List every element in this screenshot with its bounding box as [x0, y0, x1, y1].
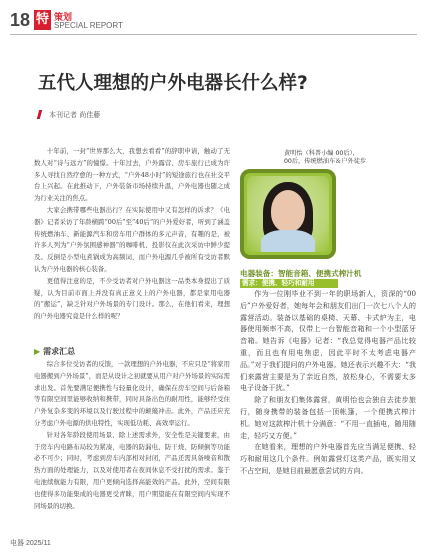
- caption-line: 黄明怡（科普小编 00后），: [284, 150, 359, 157]
- intro-paragraph: 更值得注意的是，不少受访者对户外电器这一品类本身提出了质疑，认为目前市面上并没有真正意义上的户外电器，都是家用电器的“搬运”，缺乏针对户外场景的专门设计。那么，在他们看来，理想的户外电器究竟是什么样的呢？: [34, 276, 230, 321]
- section-heading: [34, 346, 75, 357]
- byline-mark: [37, 110, 42, 119]
- column-name-en: SPECIAL REPORT: [54, 21, 123, 30]
- section-paragraph: 综合多位受访者的反馈，一款理想的户外电器，不应只是“将家用电器搬到户外场景”，而是从设计之初就要从用户对户外场景的实际需求出发。首先要满足便携性与轻量化设计，确保在房车空间与后备箱等有限空间里能够收纳和携带，同时具备出色的耐用性，能够经受住户外复杂多变的环境以及行驶过程中的颠簸冲击。此外，产品还应充分考虑户外电源的供电特性，实现低功耗、高效率运行。: [34, 360, 230, 427]
- page-header: [10, 8, 417, 35]
- pin-icon: ▶: [34, 347, 41, 356]
- section-paragraph: 针对各年龄段使用场景、除上述需求外，安全性是关键要素，由于房车内电路布局较为紧凑，电器的防漏电、防干烧、防倾倒等功能必不可少；同时，考虑到房车内部相对封闭，产品还需具备噪音和散热方面的处理能力，以及对使用者在夜间休息不受打扰的需求。鉴于电池续航能力有限，用户更倾向选择高能效的产品。此外，空间有限也使得多功能集成的电器更受青睐，用户期望能在有限空间内实现不同场景的切换。: [34, 430, 230, 510]
- shirt-shape: [261, 230, 315, 252]
- face-shape: [271, 190, 305, 232]
- column-badge: 特: [34, 10, 51, 30]
- requirement-tag: 需求：便携、轻巧和耐用: [240, 279, 338, 288]
- article-title: 五代人理想的户外电器长什么样?: [38, 73, 308, 94]
- right-paragraph: 除了和朋友们集体露营，黄明怡也会独自去徒步旅行，随身携带的装备包括一顶帐篷，一个便携式榨汁机。她对这款榨汁机十分满意：“不用一直插电，随用随走，轻巧又方便。”: [240, 395, 416, 440]
- page-number: 18: [10, 10, 31, 30]
- section-heading-text: 需求汇总: [43, 347, 76, 356]
- intro-paragraph: 大家会携带哪些电器出行？在实际使用中又有怎样的诉求？《电器》记者采访了年龄横跨“00后”至“40后”的户外爱好者，听到了涵盖传统燃油车、新能源汽车和房车用户群体的多元声音，有趣的是，被许多人列为“户外氛围感神器”的咖啡机、投影仪在此次采访中鲜少提及。反倒是小型电煮锅成为高频词，而户外电源几乎被所有受访者默认为户外电器的核心装备。: [34, 205, 230, 273]
- caption-line: 00后，传统燃油车＆户外徒步: [284, 158, 367, 166]
- intro-text: [34, 146, 230, 323]
- intro-paragraph: 十年前，一封“世界那么大，我想去看看”的辞职申请，触动了无数人对“诗与远方”的憧憬。十年过去，户外露营、房车旅行已成为许多人寻找自然疗愈的一种方式，“户外48小时”的短途旅行也在社交平台上兴起。在此推动下，户外装备市场持续升温，户外电器也随之成为行业关注的焦点。: [34, 147, 230, 203]
- author-text: 本刊记者 尚佳藤: [49, 111, 101, 119]
- column-name: 策划: [54, 13, 73, 23]
- interviewee-caption: [284, 150, 366, 167]
- right-paragraph: 作为一位刚毕业不到一年的职场新人，资深的“00后”户外爱好者，她每年会和朋友们出门一次七八个人的露营活动。装备以基础的桌椅、天幕、卡式炉为主，电器使用频率不高，仅带上一台智能音箱和一个小型蓝牙音箱。她告诉《电器》记者：“我总觉得电器产品比较重，而且也有用电焦虑，因此平时不太考虑电器产品。”对于我们提问的户外电器。她还表示兴趣不大：“我们来露营主要是为了亲近自然，放松身心，不需要太多电子设备干扰。”: [240, 289, 416, 393]
- portrait-photo: [247, 176, 329, 252]
- right-paragraph: 在她看来，理想的户外电器首先应当满足便携、轻巧和耐用这几个条件。例如露营灯这类产品，既实用又不占空间，是她目前最愿意尝试的方向。: [240, 442, 416, 475]
- byline: [38, 110, 100, 120]
- section-text: [34, 359, 230, 512]
- right-column-text: [240, 288, 416, 477]
- page-footer: 电器 2025/11: [10, 540, 51, 547]
- product-title: 电器装备：智能音箱、便携式榨汁机: [240, 269, 362, 278]
- portrait-frame: [226, 169, 342, 263]
